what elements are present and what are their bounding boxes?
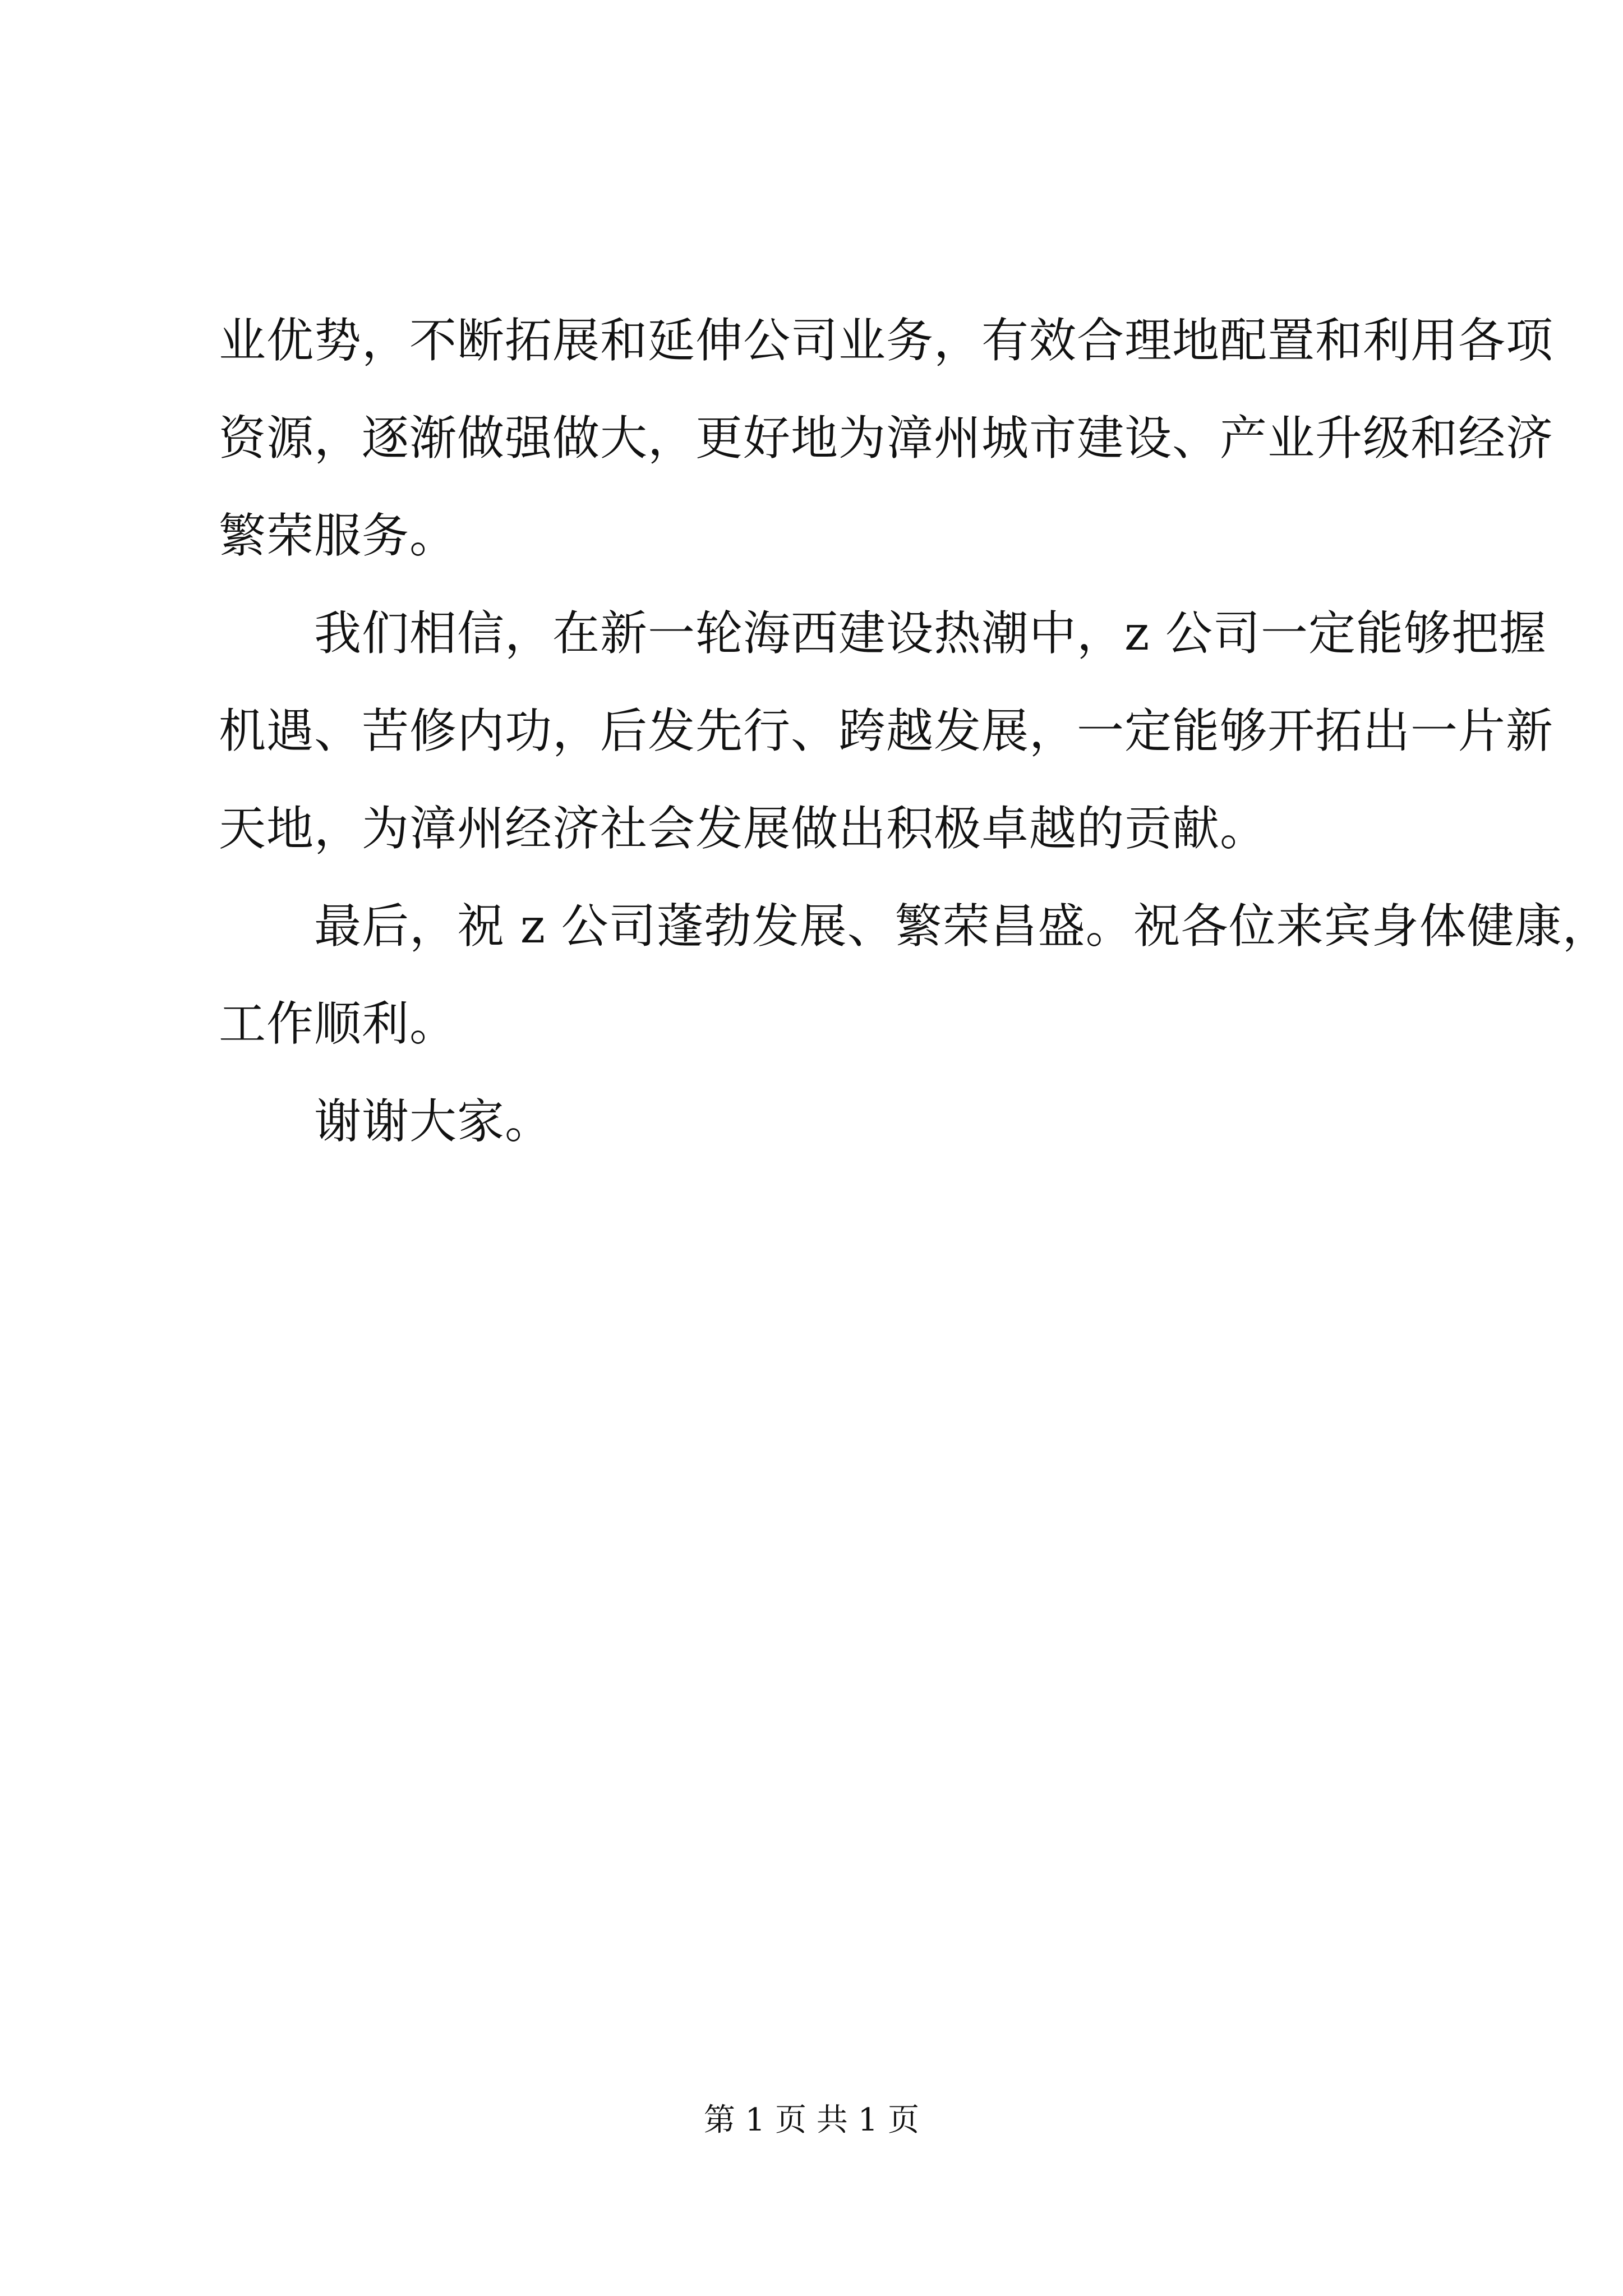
paragraph-first-line: 谢谢大家。 — [314, 1094, 553, 1149]
text-line: 业优势，不断拓展和延伸公司业务，有效合理地配置和利用各项 — [219, 313, 1554, 368]
text-line: 机遇、苦修内功，后发先行、跨越发展，一定能够开拓出一片新 — [219, 703, 1554, 758]
text-line: 工作顺利。 — [219, 996, 458, 1051]
paragraph-first-line: 最后，祝 z 公司蓬勃发展、繁荣昌盛。祝各位来宾身体健康， — [314, 899, 1610, 954]
text-line: 天地，为漳州经济社会发展做出积极卓越的贡献。 — [219, 801, 1268, 856]
text-line: 繁荣服务。 — [219, 508, 458, 563]
page-number-footer: 第 1 页 共 1 页 — [703, 2102, 920, 2138]
paragraph-first-line: 我们相信，在新一轮海西建设热潮中，z 公司一定能够把握 — [314, 606, 1547, 661]
document-body — [219, 292, 1610, 1170]
text-line: 资源，逐渐做强做大，更好地为漳州城市建设、产业升级和经济 — [219, 411, 1554, 466]
